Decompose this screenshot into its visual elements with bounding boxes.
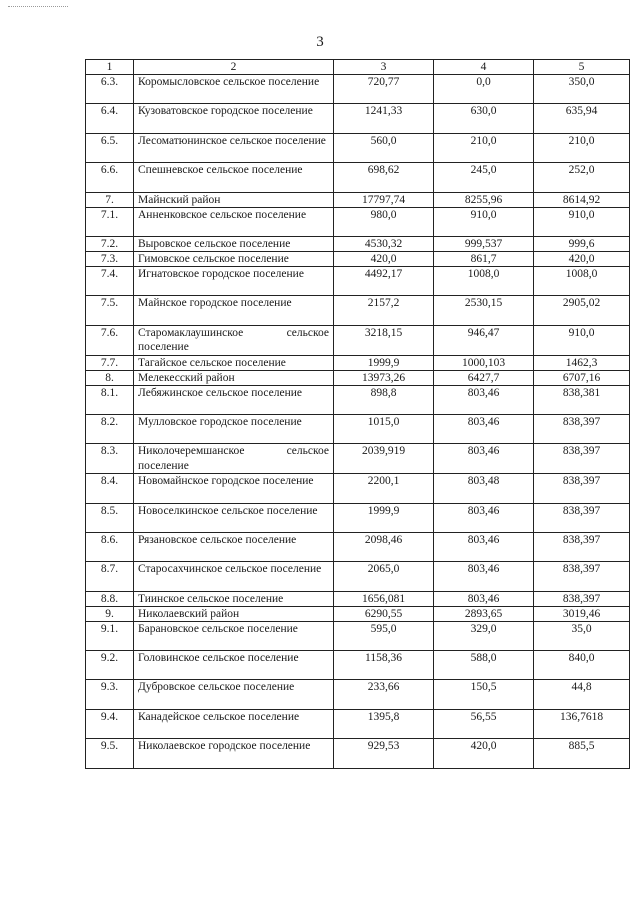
row-number-cell: 9.4. [86,709,134,738]
table-row [86,651,630,680]
column-5-value-cell: 838,397 [534,562,630,591]
column-3-value-cell: 2039,919 [334,444,434,474]
column-4-value-cell: 803,46 [434,503,534,532]
column-3-value-cell: 3218,15 [334,325,434,355]
column-5-value-cell: 1008,0 [534,266,630,295]
column-3-value-cell: 2065,0 [334,562,434,591]
column-header-2: 2 [134,60,334,75]
row-number-cell: 7.2. [86,236,134,251]
table-row [86,325,630,355]
column-3-value-cell: 1395,8 [334,709,434,738]
column-5-value-cell: 1462,3 [534,355,630,370]
column-3-value-cell: 2157,2 [334,296,434,325]
table-row [86,385,630,414]
municipality-name-cell: Майнское городское поселение [134,296,334,325]
table-row [86,591,630,606]
column-4-value-cell: 0,0 [434,75,534,104]
table-header-row [86,60,630,75]
municipality-name-cell: Николочеремшанское сельское поселение [134,444,334,474]
budget-table [85,59,630,769]
column-5-value-cell: 885,5 [534,739,630,768]
column-5-value-cell: 840,0 [534,651,630,680]
row-number-cell: 6.6. [86,163,134,192]
column-4-value-cell: 329,0 [434,621,534,650]
municipality-name-cell: Канадейское сельское поселение [134,709,334,738]
municipality-name-cell: Игнатовское городское поселение [134,266,334,295]
municipality-name-cell: Барановское сельское поселение [134,621,334,650]
column-header-5: 5 [534,60,630,75]
table-row [86,296,630,325]
municipality-name-cell: Николаевское городское поселение [134,739,334,768]
column-4-value-cell: 803,46 [434,562,534,591]
table-row [86,355,630,370]
row-number-cell: 9.2. [86,651,134,680]
municipality-name-cell: Дубровское сельское поселение [134,680,334,709]
row-number-cell: 7.7. [86,355,134,370]
row-number-cell: 8.4. [86,474,134,503]
column-4-value-cell: 150,5 [434,680,534,709]
column-5-value-cell: 999,6 [534,236,630,251]
column-3-value-cell: 2098,46 [334,532,434,561]
column-5-value-cell: 8614,92 [534,192,630,207]
municipality-name-cell: Гимовское сельское поселение [134,251,334,266]
scan-edge-mark [8,6,68,9]
row-number-cell: 8.8. [86,591,134,606]
table-row [86,266,630,295]
row-number-cell: 8.6. [86,532,134,561]
column-header-1: 1 [86,60,134,75]
column-5-value-cell: 838,397 [534,591,630,606]
row-number-cell: 7.6. [86,325,134,355]
column-4-value-cell: 56,55 [434,709,534,738]
row-number-cell: 9.5. [86,739,134,768]
column-5-value-cell: 838,397 [534,503,630,532]
municipality-name-cell: Тиинское сельское поселение [134,591,334,606]
column-3-value-cell: 420,0 [334,251,434,266]
row-number-cell: 9.3. [86,680,134,709]
column-3-value-cell: 980,0 [334,207,434,236]
row-number-cell: 9. [86,606,134,621]
column-header-3: 3 [334,60,434,75]
row-number-cell: 6.5. [86,133,134,162]
row-number-cell: 7. [86,192,134,207]
column-3-value-cell: 2200,1 [334,474,434,503]
column-3-value-cell: 1015,0 [334,414,434,443]
municipality-name-cell: Кузоватовское городское поселение [134,104,334,133]
row-number-cell: 8. [86,370,134,385]
table-row [86,414,630,443]
column-3-value-cell: 17797,74 [334,192,434,207]
municipality-name-cell: Мелекесский район [134,370,334,385]
column-4-value-cell: 420,0 [434,739,534,768]
table-row [86,739,630,768]
municipality-name-cell: Выровское сельское поселение [134,236,334,251]
column-3-value-cell: 13973,26 [334,370,434,385]
column-3-value-cell: 720,77 [334,75,434,104]
column-3-value-cell: 1241,33 [334,104,434,133]
column-4-value-cell: 946,47 [434,325,534,355]
column-5-value-cell: 420,0 [534,251,630,266]
column-5-value-cell: 44,8 [534,680,630,709]
column-4-value-cell: 245,0 [434,163,534,192]
municipality-name-cell: Рязановское сельское поселение [134,532,334,561]
column-5-value-cell: 838,397 [534,444,630,474]
column-4-value-cell: 803,46 [434,444,534,474]
column-5-value-cell: 838,397 [534,474,630,503]
column-4-value-cell: 210,0 [434,133,534,162]
column-5-value-cell: 635,94 [534,104,630,133]
table-row [86,207,630,236]
municipality-name-cell: Мулловское городское поселение [134,414,334,443]
column-4-value-cell: 588,0 [434,651,534,680]
row-number-cell: 7.5. [86,296,134,325]
column-5-value-cell: 838,397 [534,414,630,443]
table-row [86,75,630,104]
column-3-value-cell: 1158,36 [334,651,434,680]
municipality-name-cell: Майнский район [134,192,334,207]
municipality-name-cell: Спешневское сельское поселение [134,163,334,192]
column-3-value-cell: 233,66 [334,680,434,709]
table-row [86,709,630,738]
table-row [86,474,630,503]
row-number-cell: 8.5. [86,503,134,532]
table-row [86,444,630,474]
column-3-value-cell: 4530,32 [334,236,434,251]
municipality-name-cell: Головинское сельское поселение [134,651,334,680]
column-4-value-cell: 2893,65 [434,606,534,621]
column-4-value-cell: 630,0 [434,104,534,133]
column-4-value-cell: 803,46 [434,414,534,443]
column-4-value-cell: 803,46 [434,532,534,561]
column-4-value-cell: 999,537 [434,236,534,251]
column-5-value-cell: 252,0 [534,163,630,192]
column-5-value-cell: 350,0 [534,75,630,104]
row-number-cell: 6.4. [86,104,134,133]
column-5-value-cell: 35,0 [534,621,630,650]
table-row [86,370,630,385]
column-4-value-cell: 8255,96 [434,192,534,207]
column-4-value-cell: 861,7 [434,251,534,266]
column-4-value-cell: 6427,7 [434,370,534,385]
column-header-4: 4 [434,60,534,75]
column-3-value-cell: 1999,9 [334,503,434,532]
municipality-name-cell: Новоселкинское сельское поселение [134,503,334,532]
column-3-value-cell: 698,62 [334,163,434,192]
row-number-cell: 8.7. [86,562,134,591]
column-4-value-cell: 910,0 [434,207,534,236]
column-3-value-cell: 6290,55 [334,606,434,621]
column-5-value-cell: 136,7618 [534,709,630,738]
row-number-cell: 8.1. [86,385,134,414]
row-number-cell: 6.3. [86,75,134,104]
municipality-name-cell: Лебяжинское сельское поселение [134,385,334,414]
column-4-value-cell: 2530,15 [434,296,534,325]
municipality-name-cell: Анненковское сельское поселение [134,207,334,236]
row-number-cell: 7.3. [86,251,134,266]
page-number: 3 [316,34,324,50]
table-row [86,251,630,266]
municipality-name-cell: Тагайское сельское поселение [134,355,334,370]
municipality-name-cell: Старомаклаушинское сельское поселение [134,325,334,355]
table-row [86,104,630,133]
column-4-value-cell: 803,46 [434,591,534,606]
table-row [86,606,630,621]
column-5-value-cell: 838,397 [534,532,630,561]
table-row [86,236,630,251]
table-body [86,75,630,769]
column-4-value-cell: 803,48 [434,474,534,503]
column-3-value-cell: 898,8 [334,385,434,414]
table-row [86,680,630,709]
table-row [86,621,630,650]
column-5-value-cell: 910,0 [534,207,630,236]
column-5-value-cell: 6707,16 [534,370,630,385]
municipality-name-cell: Лесоматюнинское сельское поселение [134,133,334,162]
table-row [86,163,630,192]
column-5-value-cell: 2905,02 [534,296,630,325]
table-row [86,503,630,532]
column-4-value-cell: 1000,103 [434,355,534,370]
row-number-cell: 9.1. [86,621,134,650]
municipality-name-cell: Старосахчинское сельское поселение [134,562,334,591]
column-3-value-cell: 560,0 [334,133,434,162]
row-number-cell: 8.3. [86,444,134,474]
table-row [86,133,630,162]
table-row [86,562,630,591]
column-5-value-cell: 910,0 [534,325,630,355]
column-3-value-cell: 4492,17 [334,266,434,295]
column-4-value-cell: 1008,0 [434,266,534,295]
column-3-value-cell: 1656,081 [334,591,434,606]
column-3-value-cell: 1999,9 [334,355,434,370]
row-number-cell: 7.4. [86,266,134,295]
municipality-name-cell: Николаевский район [134,606,334,621]
municipality-name-cell: Новомайнское городское поселение [134,474,334,503]
column-5-value-cell: 210,0 [534,133,630,162]
row-number-cell: 8.2. [86,414,134,443]
municipality-name-cell: Коромысловское сельское поселение [134,75,334,104]
column-5-value-cell: 838,381 [534,385,630,414]
table-row [86,532,630,561]
column-4-value-cell: 803,46 [434,385,534,414]
table-row [86,192,630,207]
column-3-value-cell: 929,53 [334,739,434,768]
row-number-cell: 7.1. [86,207,134,236]
column-3-value-cell: 595,0 [334,621,434,650]
column-5-value-cell: 3019,46 [534,606,630,621]
